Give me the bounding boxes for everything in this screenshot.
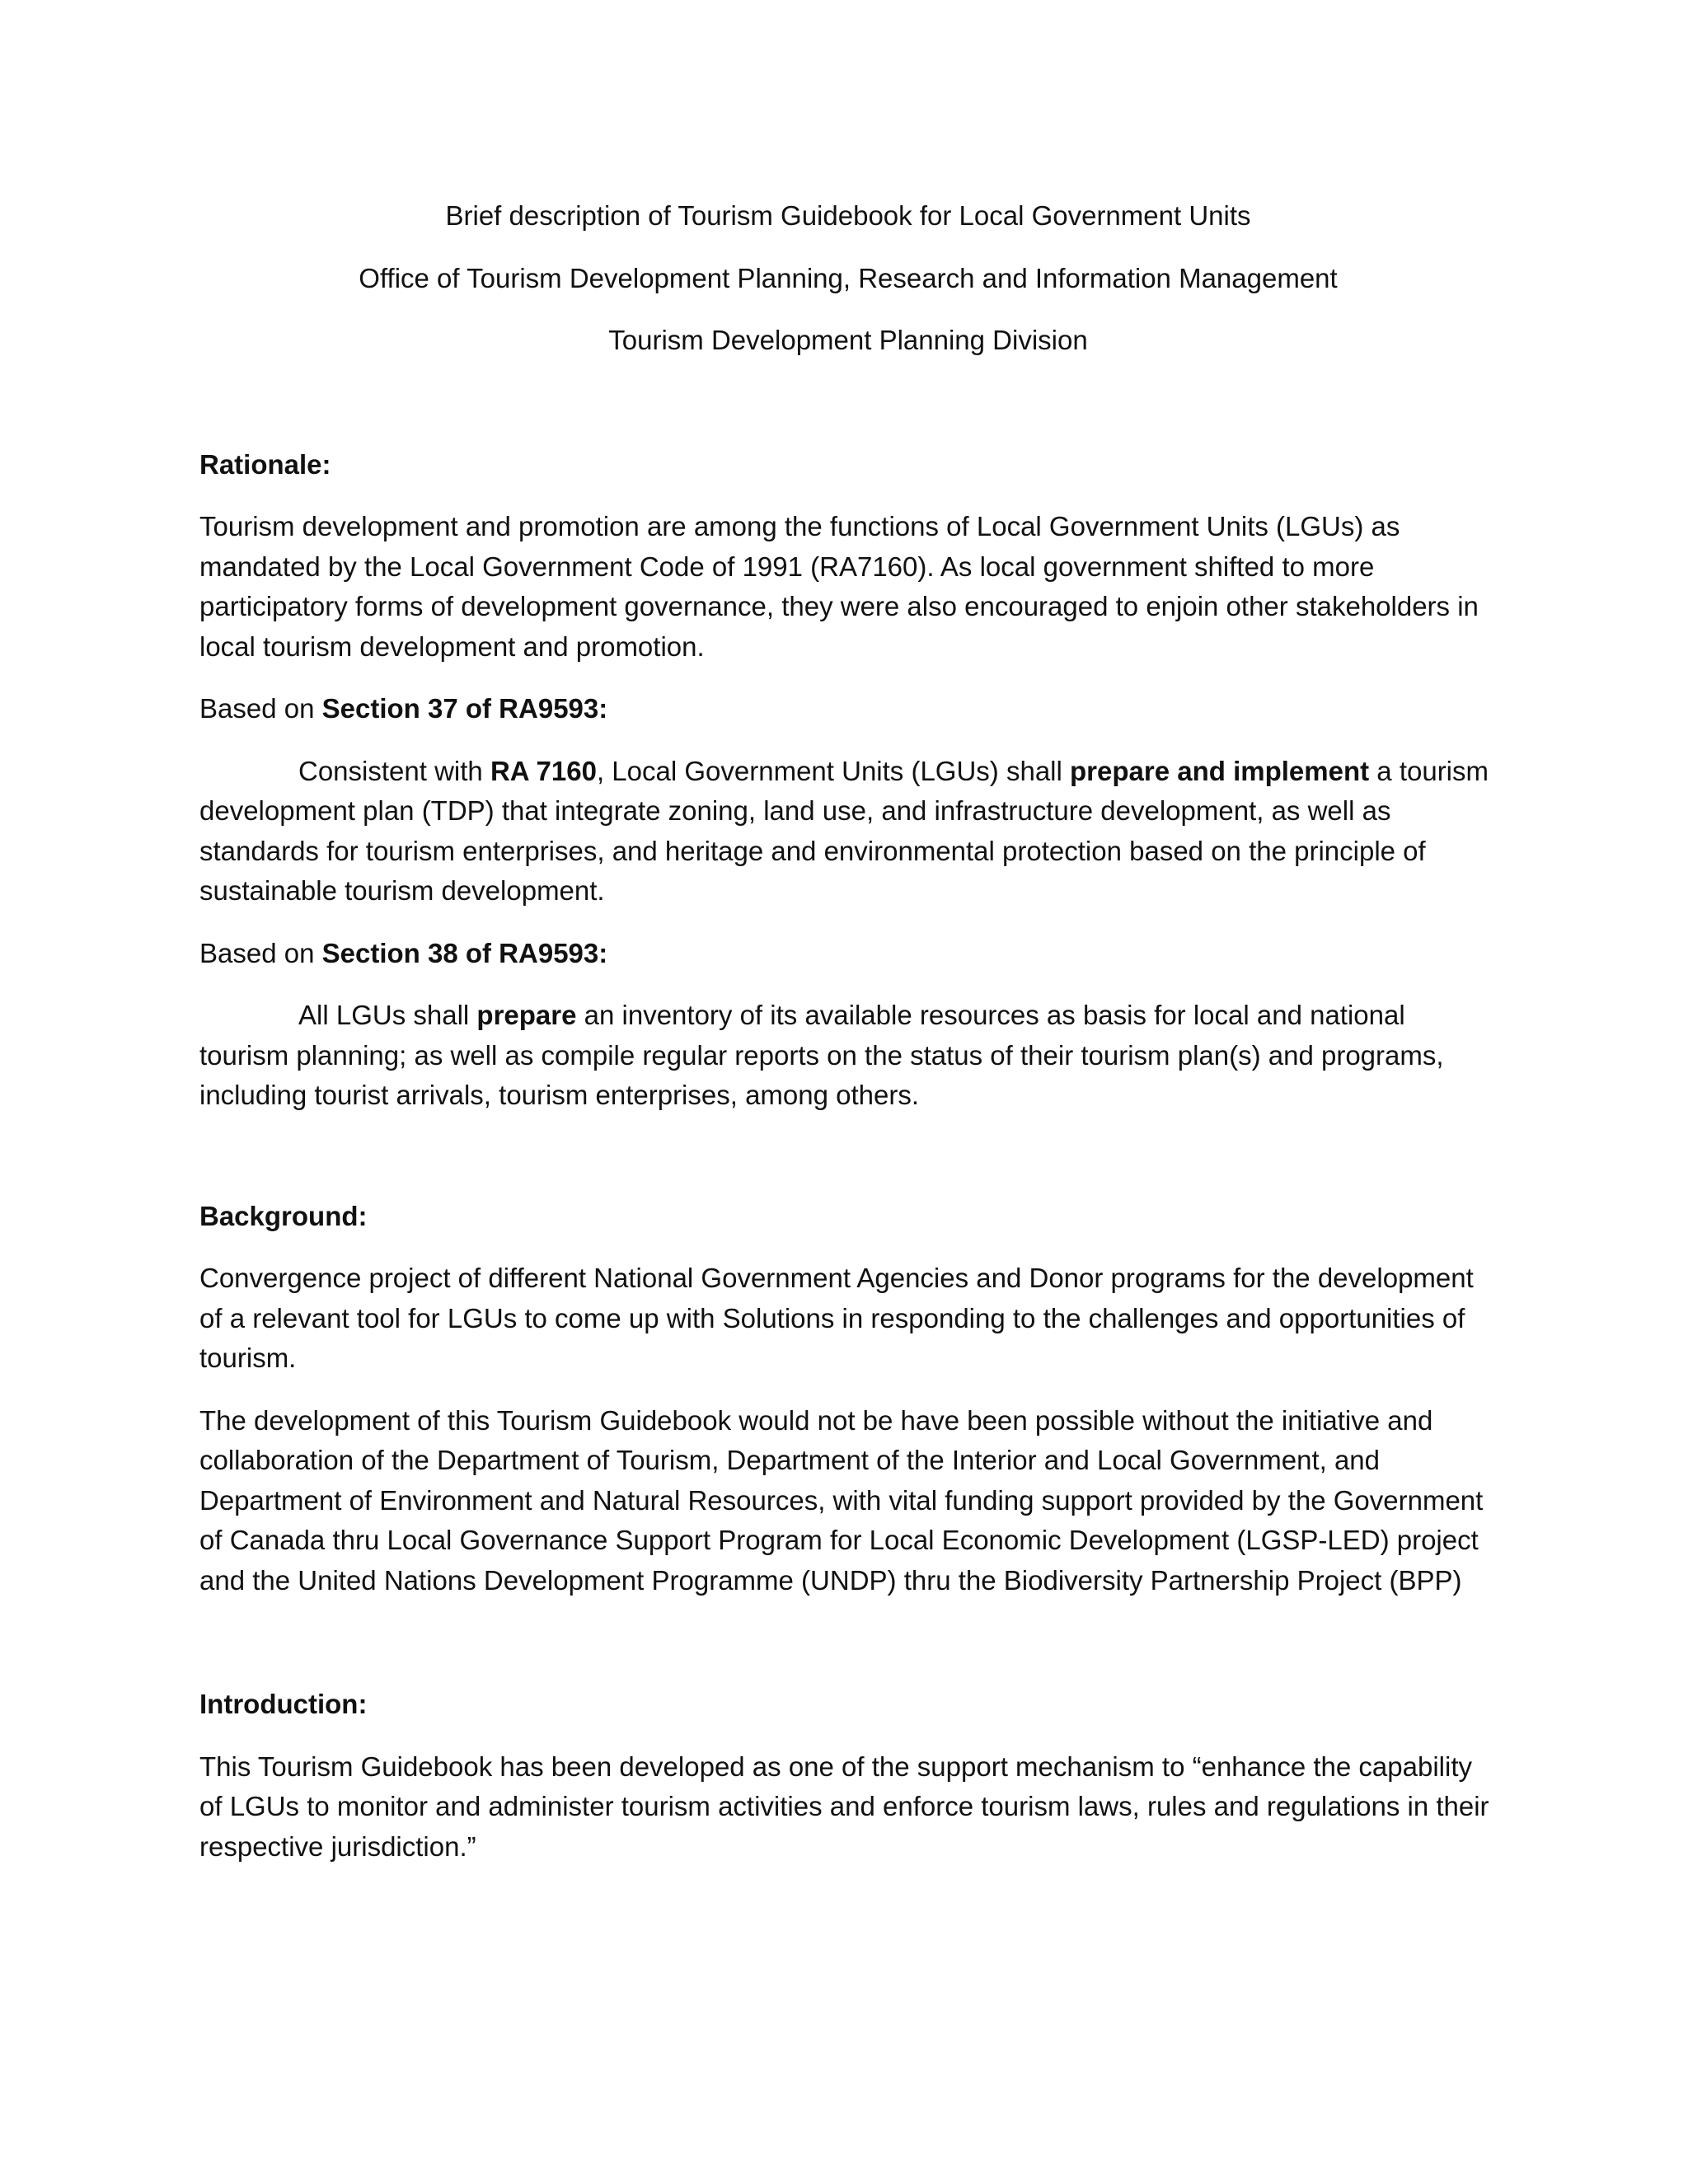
sec38-prepare: prepare [476, 1000, 577, 1030]
section-38-text [199, 996, 1497, 1116]
background-heading: Background: [199, 1200, 368, 1231]
sec38-part-c: an inventory of its available resources as basis for local and national tourism planning; as well as compile regular reports on the status of their tourism plan(s) and programs, including tourist arrivals, tourism enterprises, among others. [199, 1000, 1444, 1110]
rationale-heading: Rationale: [199, 448, 331, 480]
sec38-part-a: All LGUs shall [298, 1000, 477, 1030]
office-name: Office of Tourism Development Planning, Research and Information Management [359, 262, 1338, 293]
introduction-paragraph: This Tourism Guidebook has been developed as one of the support mechanism to “enhance the capability of LGUs to monitor and administer tourism activities and enforce tourism laws, rules and regulations in their respective jurisdiction.” [199, 1750, 1489, 1862]
section-38-label: Section 38 of RA9593: [321, 937, 608, 968]
section-37-label: Section 37 of RA9593: [321, 693, 608, 724]
document-title: Brief description of Tourism Guidebook for Local Government Units [445, 200, 1251, 231]
background-paragraph-1: Convergence project of different National Government Agencies and Donor programs for the development of a relevant tool for LGUs to come up with Solutions in responding to the challenges and opportunities of tourism. [199, 1263, 1474, 1373]
section-37-text [199, 752, 1497, 912]
document-body [199, 196, 1497, 1889]
sec37-part-e: a tourism development plan (TDP) that integrate zoning, land use, and infrastructure development, as well as standards for tourism enterprises, and heritage and environmental protection based on the principle of sustainable tourism development. [199, 755, 1489, 906]
basis-prefix: Based on [199, 937, 322, 968]
rationale-paragraph: Tourism development and promotion are among the functions of Local Government Units (LGUs) as mandated by the Local Government Code of 1991 (RA7160). As local government shifted to more participatory forms of development governance, they were also encouraged to enjoin other stakeholders in local tourism development and promotion. [199, 511, 1479, 662]
basis-prefix: Based on [199, 693, 322, 724]
introduction-heading: Introduction: [199, 1689, 368, 1719]
sec37-prepare-implement: prepare and implement [1070, 755, 1370, 786]
sec37-part-c: , Local Government Units (LGUs) shall [596, 755, 1071, 786]
sec37-part-a: Consistent with [298, 755, 490, 786]
background-paragraph-2: The development of this Tourism Guidebook would not be have been possible without the initiative and collaboration of the Department of Tourism, Department of the Interior and Local Government, and Department of Environment and Natural Resources, with vital funding support provided by the Government of Canada thru Local Governance Support Program for Local Economic Development (LGSP-LED) project and the United Nations Development Programme (UNDP) thru the Biodiversity Partnership Project (BPP) [199, 1404, 1484, 1596]
section-37-basis [199, 689, 1497, 729]
section-38-basis [199, 934, 1497, 974]
division-name: Tourism Development Planning Division [608, 325, 1088, 355]
sec37-ra7160: RA 7160 [490, 755, 597, 786]
